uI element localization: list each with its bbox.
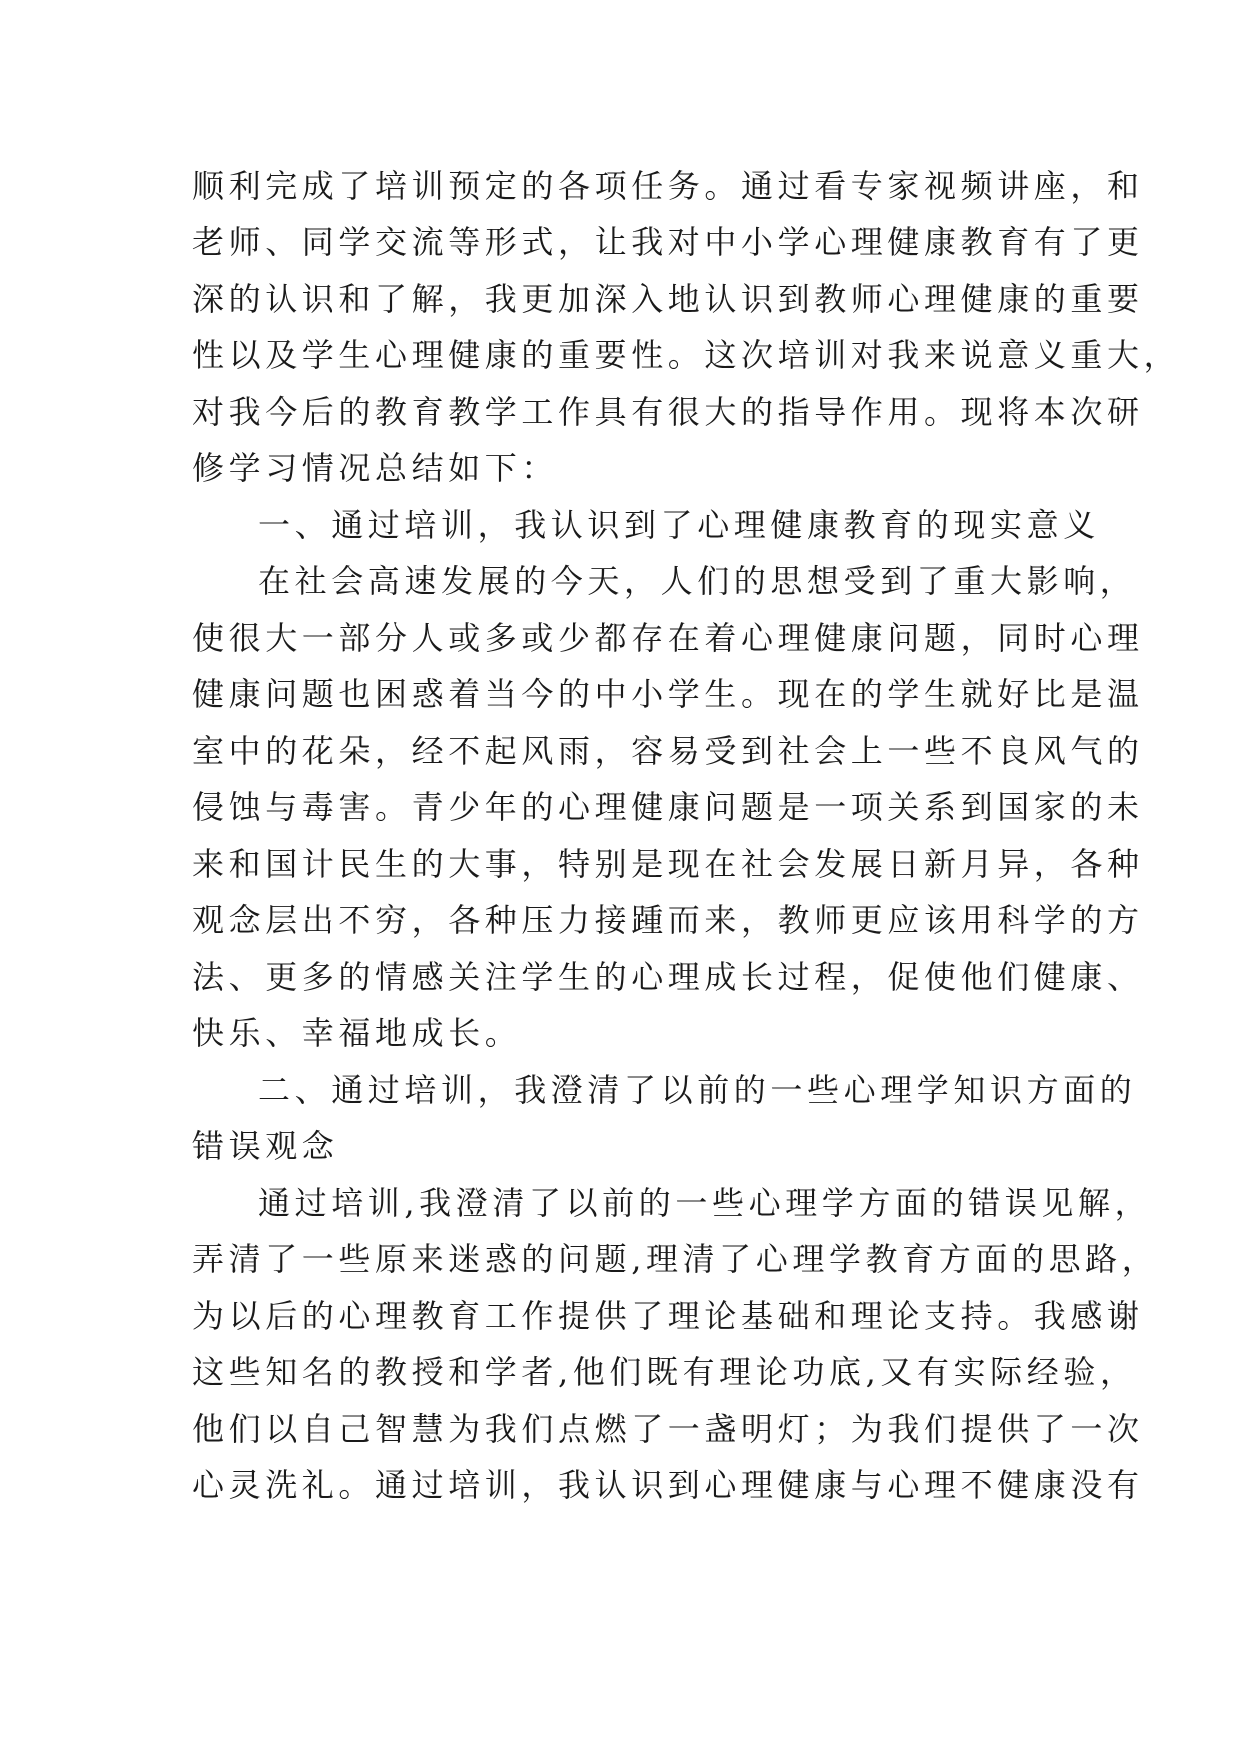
text-line: 性以及学生心理健康的重要性。这次培训对我来说意义重大， <box>192 336 1181 374</box>
text-line: 修学习情况总结如下： <box>192 449 559 487</box>
section-heading-2: 二、通过培训，我澄清了以前的一些心理学知识方面的 <box>258 1071 1137 1109</box>
text-line: 通过培训,我澄清了以前的一些心理学方面的错误见解， <box>258 1184 1152 1222</box>
text-line: 弄清了一些原来迷惑的问题,理清了心理学教育方面的思路， <box>192 1240 1159 1278</box>
text-line: 这些知名的教授和学者,他们既有理论功底,又有实际经验， <box>192 1353 1137 1391</box>
text-line: 老师、同学交流等形式，让我对中小学心理健康教育有了更 <box>192 223 1144 261</box>
text-line: 来和国计民生的大事，特别是现在社会发展日新月异，各种 <box>192 845 1144 883</box>
text-line: 为以后的心理教育工作提供了理论基础和理论支持。我感谢 <box>192 1297 1144 1335</box>
text-line: 使很大一部分人或多或少都存在着心理健康问题，同时心理 <box>192 619 1144 657</box>
section-heading-2-continued: 错误观念 <box>192 1127 339 1165</box>
section-heading-1: 一、通过培训，我认识到了心理健康教育的现实意义 <box>258 506 1100 544</box>
text-line: 深的认识和了解，我更加深入地认识到教师心理健康的重要 <box>192 280 1144 318</box>
text-line: 室中的花朵，经不起风雨，容易受到社会上一些不良风气的 <box>192 732 1144 770</box>
text-line: 心灵洗礼。通过培训，我认识到心理健康与心理不健康没有 <box>192 1466 1144 1504</box>
text-line: 顺利完成了培训预定的各项任务。通过看专家视频讲座，和 <box>192 167 1144 205</box>
text-line: 在社会高速发展的今天，人们的思想受到了重大影响， <box>258 562 1137 600</box>
text-line: 对我今后的教育教学工作具有很大的指导作用。现将本次研 <box>192 393 1144 431</box>
text-line: 他们以自己智慧为我们点燃了一盏明灯；为我们提供了一次 <box>192 1410 1144 1448</box>
text-line: 快乐、幸福地成长。 <box>192 1014 522 1052</box>
text-line: 法、更多的情感关注学生的心理成长过程，促使他们健康、 <box>192 958 1144 996</box>
text-line: 侵蚀与毒害。青少年的心理健康问题是一项关系到国家的未 <box>192 788 1144 826</box>
text-line: 健康问题也困惑着当今的中小学生。现在的学生就好比是温 <box>192 675 1144 713</box>
text-line: 观念层出不穷，各种压力接踵而来，教师更应该用科学的方 <box>192 901 1144 939</box>
